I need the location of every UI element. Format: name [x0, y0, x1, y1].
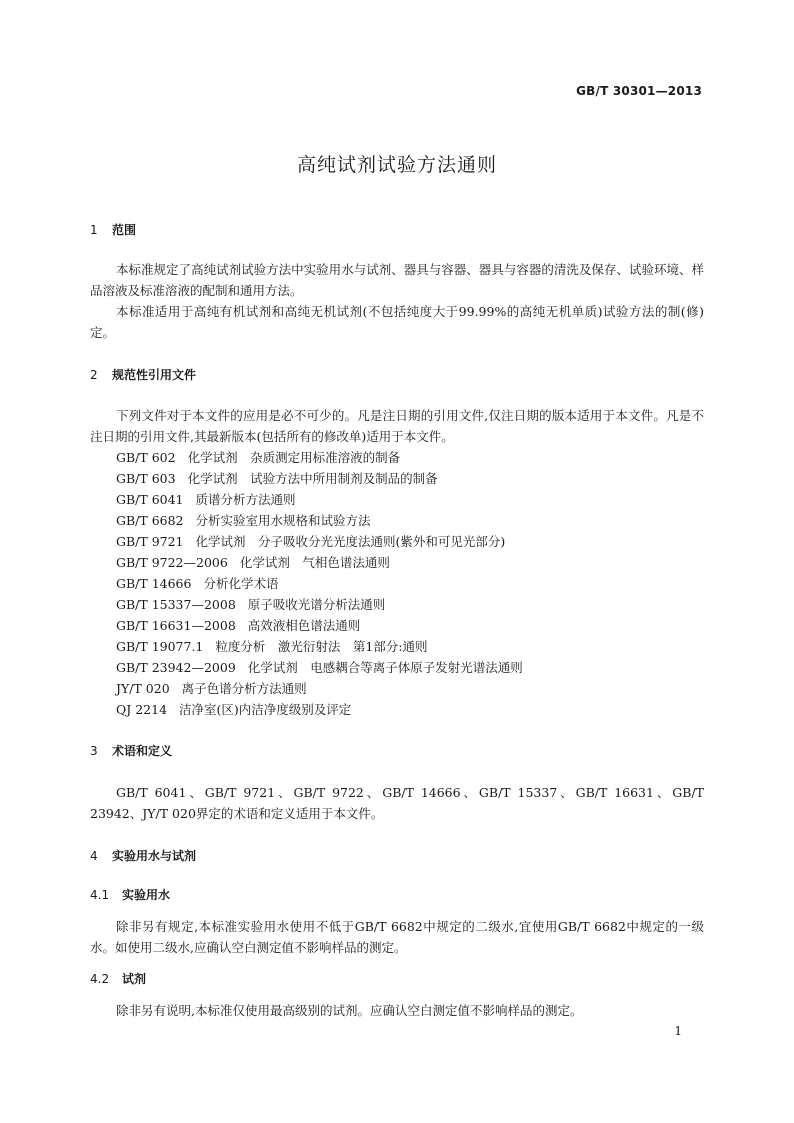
reference-item — [116, 510, 523, 531]
section-title: 术语和定义 — [112, 744, 173, 758]
reference-title: 洁净室(区)内洁净度级别及评定 — [179, 702, 352, 717]
standard-code: GB/T 30301—2013 — [576, 84, 702, 98]
reference-code: GB/T 602 — [116, 450, 176, 465]
reference-item — [116, 573, 523, 594]
reference-code: GB/T 603 — [116, 471, 176, 486]
section-title: 试剂 — [122, 972, 147, 986]
reference-code: JY/T 020 — [116, 681, 170, 696]
section-3-paragraph: GB/T 6041、GB/T 9721、GB/T 9722、GB/T 14666、GB/T 15337、GB/T 16631、GB/T 23942、JY/T 020界定的术语和定义适用于本文件。 — [90, 785, 704, 821]
section-number: 1 — [90, 223, 98, 237]
reference-title: 化学试剂 分子吸收分光光度法通则(紫外和可见光部分) — [195, 534, 506, 549]
reference-code: GB/T 14666 — [116, 576, 192, 591]
section-1-heading — [90, 221, 136, 238]
reference-code: GB/T 19077.1 — [116, 639, 204, 654]
reference-item — [116, 489, 523, 510]
reference-title: 质谱分析方法通则 — [195, 492, 296, 507]
reference-code: GB/T 16631—2008 — [116, 618, 236, 633]
reference-item — [116, 699, 523, 720]
section-number: 3 — [90, 744, 98, 758]
section-number: 4.1 — [90, 888, 110, 902]
section-4-1-paragraph: 除非另有规定,本标准实验用水使用不低于GB/T 6682中规定的二级水,宜使用GB/T 6682中规定的一级水。如使用二级水,应确认空白测定值不影响样品的测定。 — [90, 919, 704, 955]
section-title: 范围 — [112, 223, 137, 237]
reference-title: 离子色谱分析方法通则 — [181, 681, 307, 696]
page-number: 1 — [674, 1024, 682, 1038]
reference-title: 化学试剂 电感耦合等离子体原子发射光谱法通则 — [247, 660, 523, 675]
reference-title: 高效液相色谱法通则 — [247, 618, 361, 633]
reference-item — [116, 678, 523, 699]
reference-code: QJ 2214 — [116, 702, 168, 717]
section-title: 实验用水与试剂 — [112, 849, 197, 863]
reference-item — [116, 636, 523, 657]
reference-code: GB/T 6041 — [116, 492, 184, 507]
reference-title: 分析化学术语 — [203, 576, 279, 591]
reference-item — [116, 552, 523, 573]
reference-title: 化学试剂 气相色谱法通则 — [239, 555, 390, 570]
section-number: 4.2 — [90, 972, 110, 986]
reference-item — [116, 594, 523, 615]
section-2-intro: 下列文件对于本文件的应用是必不可少的。凡是注日期的引用文件,仅注日期的版本适用于本文件。凡是不注日期的引用文件,其最新版本(包括所有的修改单)适用于本文件。 — [90, 408, 704, 444]
reference-code: GB/T 15337—2008 — [116, 597, 236, 612]
section-4-2-heading — [90, 970, 146, 987]
reference-title: 化学试剂 杂质测定用标准溶液的制备 — [187, 450, 401, 465]
section-4-1-heading — [90, 886, 170, 903]
section-title: 规范性引用文件 — [112, 368, 197, 382]
reference-item — [116, 657, 523, 678]
section-2-heading — [90, 366, 196, 383]
reference-title: 粒度分析 激光衍射法 第1部分:通则 — [215, 639, 428, 654]
reference-item — [116, 447, 523, 468]
section-1-paragraph-1: 本标准规定了高纯试剂试验方法中实验用水与试剂、器具与容器、器具与容器的清洗及保存、试验环境、样品溶液及标准溶液的配制和通用方法。 — [90, 262, 704, 298]
reference-item — [116, 531, 523, 552]
section-title: 实验用水 — [122, 888, 171, 902]
reference-item — [116, 615, 523, 636]
section-3-heading — [90, 742, 172, 759]
reference-code: GB/T 9722—2006 — [116, 555, 228, 570]
section-number: 4 — [90, 849, 98, 863]
section-number: 2 — [90, 368, 98, 382]
section-4-2-paragraph: 除非另有说明,本标准仅使用最高级别的试剂。应确认空白测定值不影响样品的测定。 — [116, 1003, 583, 1018]
normative-references-list — [116, 447, 523, 720]
document-title: 高纯试剂试验方法通则 — [296, 154, 497, 176]
reference-title: 化学试剂 试验方法中所用制剂及制品的制备 — [187, 471, 438, 486]
reference-title: 原子吸收光谱分析法通则 — [247, 597, 386, 612]
reference-item — [116, 468, 523, 489]
reference-code: GB/T 6682 — [116, 513, 184, 528]
reference-title: 分析实验室用水规格和试验方法 — [195, 513, 371, 528]
section-1-paragraph-2: 本标准适用于高纯有机试剂和高纯无机试剂(不包括纯度大于99.99%的高纯无机单质)试验方法的制(修)定。 — [90, 304, 704, 340]
section-4-heading — [90, 847, 196, 864]
reference-code: GB/T 9721 — [116, 534, 184, 549]
reference-code: GB/T 23942—2009 — [116, 660, 236, 675]
